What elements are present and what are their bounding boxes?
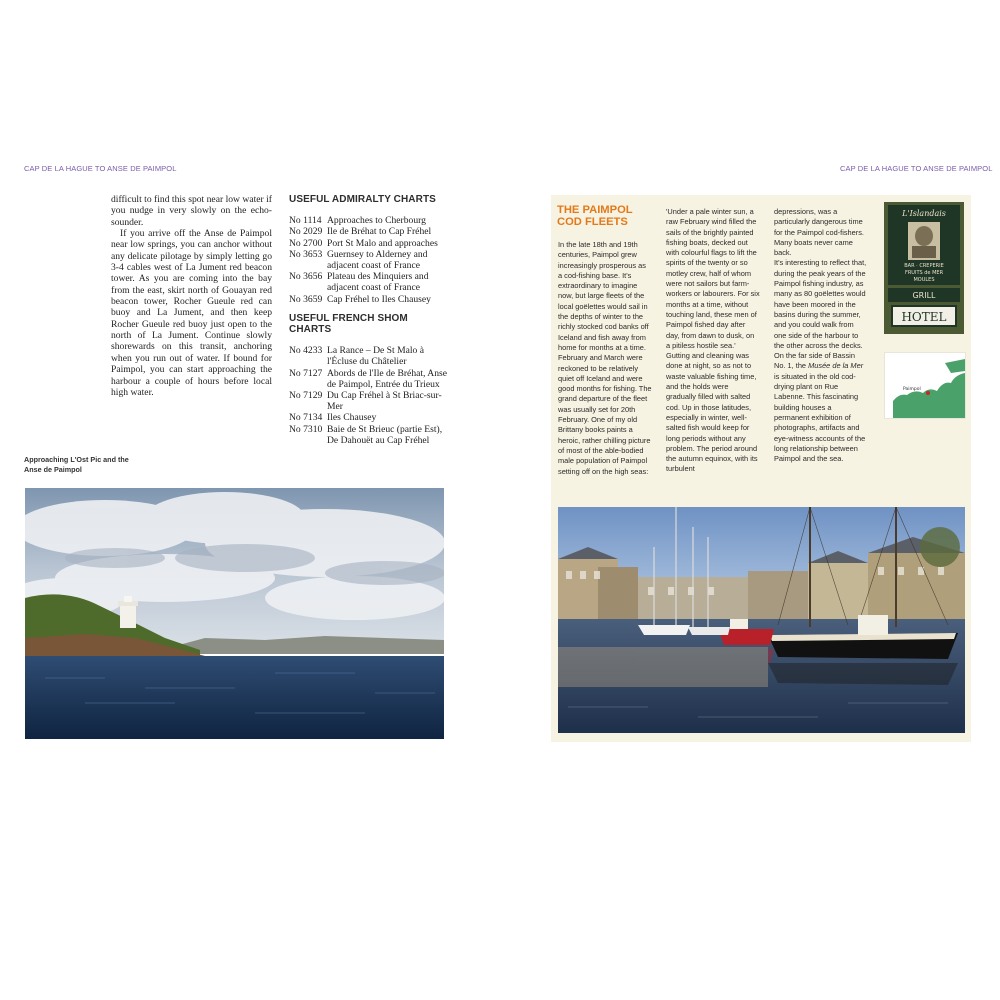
sign-text: FRUITS de MER (904, 270, 944, 276)
chart-title: Ile de Bréhat to Cap Fréhel (327, 226, 432, 238)
photo-caption: Approaching L'Ost Pic and the Anse de Paimpol (24, 455, 129, 474)
chart-title: Port St Malo and approaches (327, 237, 438, 249)
panel-quote: 'Under a pale winter sun, a raw February wind filled the sails of the brightly painted fishing boats, decked out with colourful flags to lift the spirits of the twenty or so motley crew, half of whom were not sailors but farm-workers or labourers. For six months at a time, without touching land, these men of Paimpol fished day after day, from dawn to dusk, on a pitiless hostile sea.' (666, 207, 760, 350)
panel-column-1 (558, 240, 652, 477)
panel-paragraph: depressions, was a particularly dangerous time for the Paimpol cod-fishers. Many boats never came back. (774, 207, 864, 258)
chart-item (289, 238, 449, 249)
chart-number: No 7127 (289, 367, 323, 379)
chart-number: No 2029 (289, 226, 323, 238)
chart-title: Approaches to Cherbourg (327, 215, 426, 227)
panel-heading-line: COD FLEETS (557, 215, 628, 228)
running-head-left: CAP DE LA HAGUE TO ANSE DE PAIMPOL (24, 164, 177, 173)
harbour-photo (558, 507, 965, 733)
panel-paragraph: Gutting and cleaning was done at night, so as not to waste valuable fishing time, and the holds were gradually filled with salted cod. Up in those latitudes, especially in winter, well-salted fish would keep for long periods without any problem. The period around the autumn equinox, with its turbulent (666, 351, 758, 474)
panel-heading-line: THE PAIMPOL (557, 204, 633, 216)
map-label: Paimpol (903, 387, 921, 392)
panel-text: On the far side of Bassin No. 1, the (774, 351, 855, 371)
panel-paragraph: It's interesting to reflect that, during the peak years of the Paimpol fishing industry, as many as 80 goëlettes would have been moored in the basins during the summer, and you could walk from one side of the harbour to the other across the decks. (774, 258, 867, 350)
chart-number: No 3653 (289, 248, 323, 260)
admiralty-charts-heading: USEFUL ADMIRALTY CHARTS (289, 194, 436, 205)
chart-item (289, 424, 449, 446)
chart-number: No 7134 (289, 412, 323, 424)
body-paragraph: difficult to find this spot near low water if you nudge in very slowly on the echo-sounder. (111, 194, 272, 228)
chart-number: No 3656 (289, 271, 323, 283)
chart-item (289, 271, 449, 293)
panel-paragraph (774, 351, 868, 464)
chart-number: No 2700 (289, 237, 323, 249)
shom-chart-list (289, 345, 449, 446)
chart-title: Cap Fréhel to Iles Chausey (327, 293, 431, 305)
chart-title: La Rance – De St Malo à l'Écluse du Châtelier (327, 345, 424, 368)
sign-text-top: L'Islandais (902, 209, 946, 218)
chart-item (289, 390, 449, 412)
chart-lists (289, 194, 449, 446)
sign-text-hotel: HOTEL (901, 310, 947, 324)
pilotage-text (111, 194, 272, 398)
panel-heading (557, 205, 657, 228)
chart-title: Iles Chausey (327, 412, 377, 424)
panel-text: is situated in the old cod-drying plant on Rue Labenne. This fascinating building houses a permanent exhibition of photographs, artifacts and eye-witness accounts of the long relationship between Paimpol and the sea. (774, 371, 866, 464)
hotel-sign-photo (884, 202, 964, 334)
chart-number: No 4233 (289, 345, 323, 357)
chart-number: No 3659 (289, 293, 323, 305)
body-paragraph: If you arrive off the Anse de Paimpol near low springs, you can anchor without any delicate pilotage by simply letting go 3-4 cables west of La Jument red beacon tower. As you are coming into the bay from the east, skirt north of Gouayan red beacon tower, Rocher Gueule red can buoy and La Jument, and then keep Rocher Gueule red buoy just open to the north of La Jument. Continue slowly shorewards on this transit, anchoring when you run out of water. If bound for Paimpol, you can start approaching the harbour a couple of hours before local high water. (111, 228, 272, 398)
shom-charts-heading: USEFUL FRENCH SHOM CHARTS (289, 312, 408, 336)
chart-number: No 7310 (289, 423, 323, 435)
panel-column-2 (666, 207, 760, 475)
chart-item (289, 215, 449, 226)
chart-title: Baie de St Brieuc (partie Est), De Dahouët au Cap Fréhel (327, 423, 443, 446)
admiralty-chart-list (289, 215, 449, 305)
location-marker (926, 391, 930, 395)
chart-title: Du Cap Fréhel à St Briac-sur-Mer (327, 390, 442, 413)
chart-item (289, 345, 449, 367)
sign-text: MOULES (913, 277, 935, 283)
chart-title: Guernsey to Alderney and adjacent coast of France (327, 248, 428, 272)
panel-paragraph: In the late 18th and 19th centuries, Paimpol grew increasingly prosperous as a cod-fishing base. It's extraordinary to imagine now, but large fleets of the local goëlettes would sail in the depths of winter to the richly stocked cod banks off Iceland and fish away from home for months at a time. February and March were reckoned to be relatively quiet off Iceland and were good months for fishing. The grand departure of the fleet was usually set for 20th February. One of my old Brittany books paints a heroic, rather chilling picture of most of the able-bodied male population of Paimpol setting off on the high seas: (558, 240, 652, 476)
chart-item (289, 249, 449, 271)
chart-item (289, 294, 449, 305)
chart-item (289, 368, 449, 390)
sign-text: BAR · CREPERIE (904, 263, 944, 269)
chart-item (289, 412, 449, 423)
sign-text-grill: GRILL (912, 291, 936, 300)
location-map (884, 352, 966, 419)
museum-name: Musée de la Mer (808, 361, 864, 371)
chart-item (289, 226, 449, 237)
chart-title: Plateau des Minquiers and adjacent coast of France (327, 271, 429, 294)
lighthouse-photo (25, 488, 444, 739)
chart-number: No 1114 (289, 215, 322, 227)
panel-column-3 (774, 207, 868, 464)
chart-title: Abords de l'Ile de Bréhat, Anse de Paimpol, Entrée du Trieux (327, 367, 448, 390)
chart-number: No 7129 (289, 390, 323, 402)
running-head-right: CAP DE LA HAGUE TO ANSE DE PAIMPOL (840, 164, 993, 173)
